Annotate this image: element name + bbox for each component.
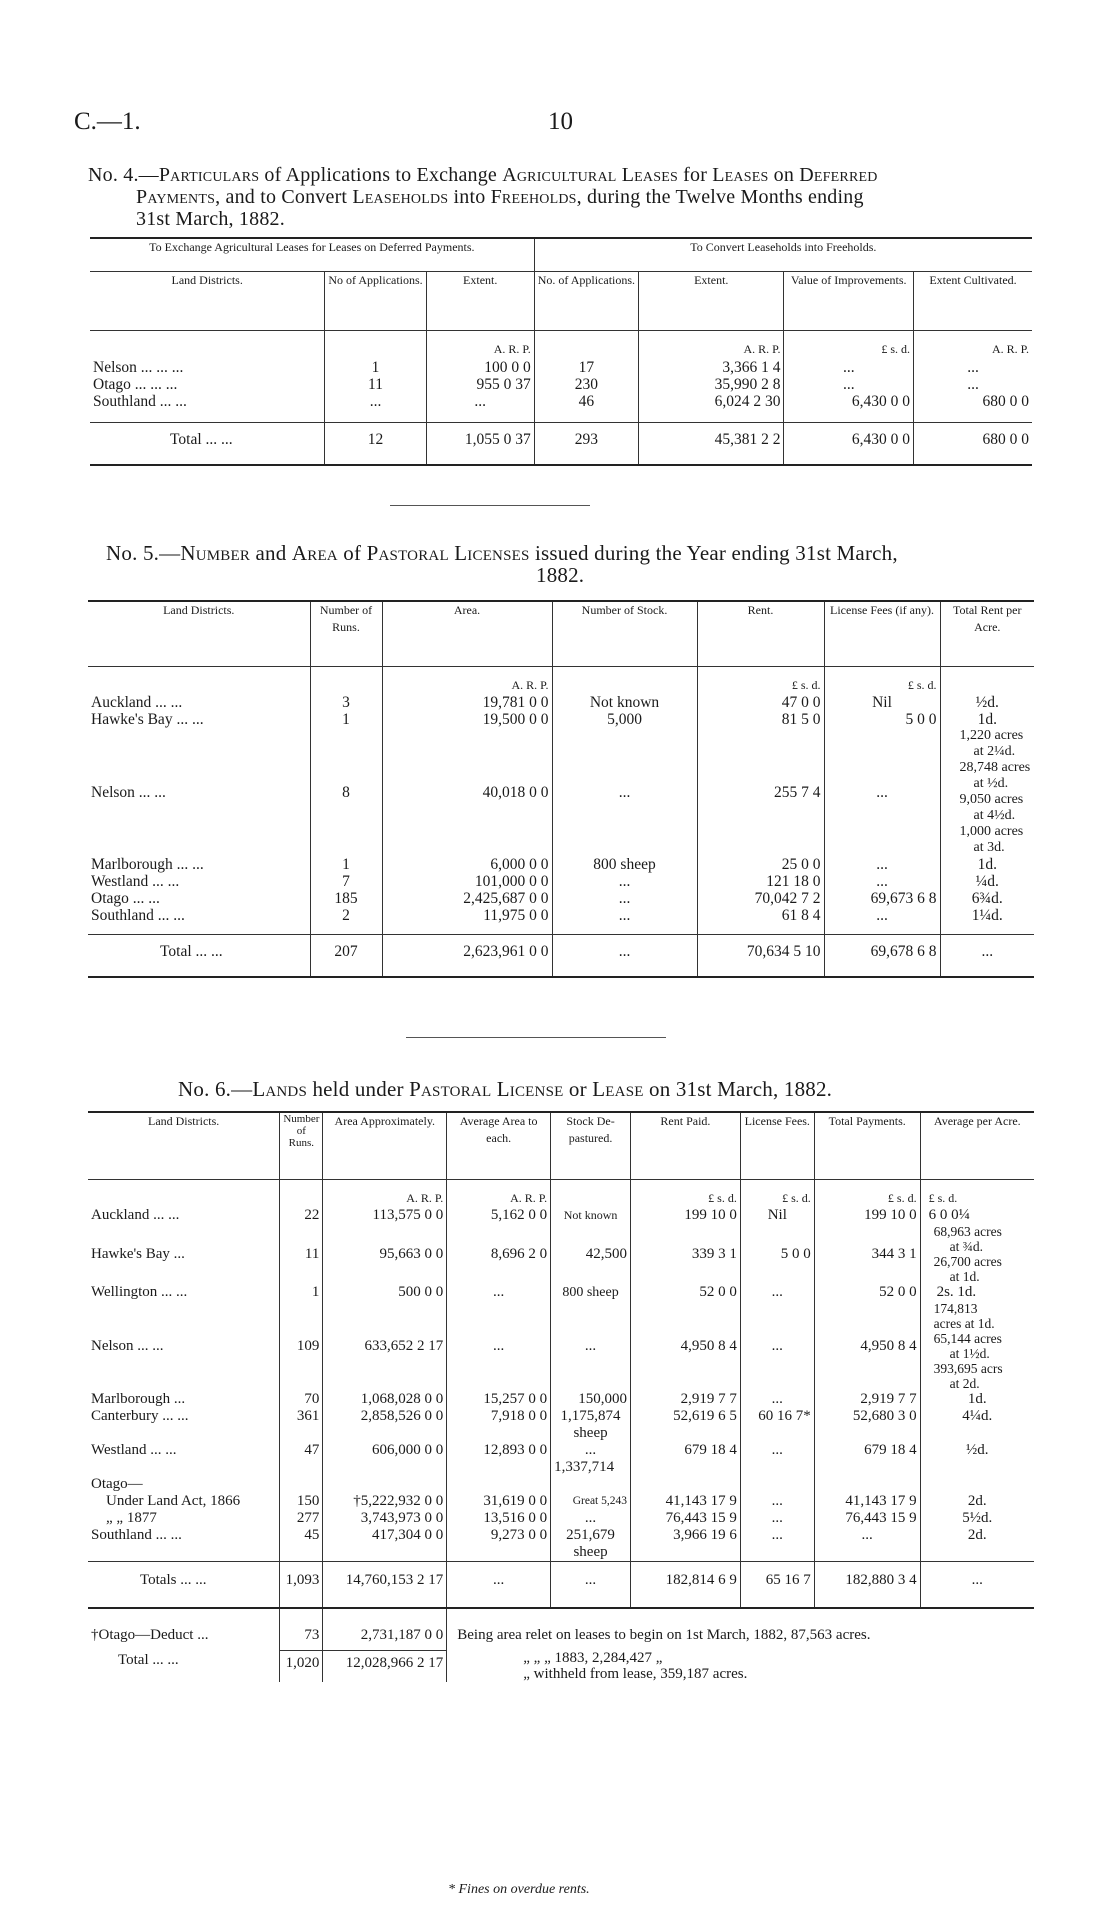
cell: ... — [552, 890, 697, 907]
unit-label: £ s. d. — [697, 667, 824, 695]
cell: 46 — [534, 393, 638, 423]
cell: 40,018 0 0 — [382, 728, 552, 856]
cell: ... — [824, 907, 940, 935]
table-row — [88, 1527, 1034, 1562]
cell: 293 — [534, 423, 638, 466]
cell: 19,781 0 0 — [382, 694, 552, 711]
cell-rate-breakdown: 1,220 acres at 2¼d. 28,748 acres at ½d. 9,050 acres at 4½d. 1,000 acres at 3d. — [940, 728, 1034, 856]
cell-rate-breakdown: 68,963 acres at ¾d. 26,700 acres at 1d. — [920, 1224, 1034, 1284]
cell-district: Southland ... ... — [91, 907, 185, 924]
cell: 25 0 0 — [697, 856, 824, 873]
cell: 2,919 7 7 — [814, 1391, 920, 1408]
col-header: No. of Applications. — [534, 272, 638, 331]
unit-label: A. R. P. — [914, 331, 1032, 360]
cell: 800 sheep — [551, 1284, 631, 1301]
unit-label: £ s. d. — [740, 1180, 814, 1208]
cell: 31,619 0 0 — [447, 1493, 551, 1510]
cell: ... — [426, 393, 534, 423]
table-5-title: No. 5.—Number and Area of Pastoral Licenses issued during the Year ending 31st March, 1882. — [106, 541, 898, 587]
cell-net-total-label: Total ... ... — [118, 1652, 179, 1668]
cell: 6,430 0 0 — [784, 393, 914, 423]
cell: 7,918 0 0 — [447, 1408, 551, 1442]
group-header-exchange: To Exchange Agricultural Leases for Leases on Deferred Payments. — [90, 238, 534, 272]
table-row — [88, 856, 1034, 873]
cell: 4¼d. — [920, 1408, 1034, 1442]
cell-district: Auckland ... ... — [91, 1207, 180, 1223]
unit-label: A. R. P. — [639, 331, 784, 360]
cell-district: Auckland ... ... — [91, 694, 183, 711]
cell: 81 5 0 — [697, 711, 824, 728]
cell: ... — [551, 1301, 631, 1391]
cell: 150,000 — [551, 1391, 631, 1408]
col-header: Extent. — [426, 272, 534, 331]
cell: 2,425,687 0 0 — [382, 890, 552, 907]
cell: 1d. — [940, 856, 1034, 873]
cell: ... — [740, 1493, 814, 1510]
cell-district: Westland ... ... — [91, 1442, 177, 1458]
cell: 5,162 0 0 — [447, 1207, 551, 1224]
cell-total-label: Total ... ... — [90, 423, 325, 466]
unit-label: A. R. P. — [382, 667, 552, 695]
cell: 12 — [325, 423, 426, 466]
col-header: Number of Runs. — [280, 1112, 323, 1180]
cell: ... — [914, 376, 1032, 393]
cell: 101,000 0 0 — [382, 873, 552, 890]
cell: 2,623,961 0 0 — [382, 935, 552, 978]
cell: 1,055 0 37 — [426, 423, 534, 466]
cell: ... — [784, 359, 914, 376]
cell: ... — [551, 1562, 631, 1609]
cell: ... — [740, 1527, 814, 1562]
cell: 15,257 0 0 — [447, 1391, 551, 1408]
table-row — [88, 1442, 1034, 1476]
cell: 199 10 0 — [631, 1207, 741, 1224]
cell: 52 0 0 — [631, 1284, 741, 1301]
cell: 52 0 0 — [814, 1284, 920, 1301]
cell-district: Otago— — [91, 1476, 143, 1492]
cell: ... — [740, 1510, 814, 1527]
col-header: Area Approximately. — [323, 1112, 447, 1180]
cell: 35,990 2 8 — [639, 376, 784, 393]
cell: 5,000 — [552, 711, 697, 728]
cell: 11,975 0 0 — [382, 907, 552, 935]
cell: 150 — [280, 1493, 323, 1510]
cell: 277 — [280, 1510, 323, 1527]
cell-district: Nelson ... ... — [91, 783, 166, 801]
cell: 230 — [534, 376, 638, 393]
table-row — [88, 1476, 1034, 1493]
cell: 52,619 6 5 — [631, 1408, 741, 1442]
cell: ... — [552, 728, 697, 856]
cell-district: Otago ... ... — [91, 890, 160, 907]
cell: 1 — [310, 711, 382, 728]
cell: 1 — [310, 856, 382, 873]
cell-district: Westland ... ... — [91, 873, 180, 890]
col-header: Number of Stock. — [552, 601, 697, 667]
section-divider — [390, 505, 590, 506]
unit-label: £ s. d. — [631, 1180, 741, 1208]
cell-district: Hawke's Bay ... — [91, 1245, 185, 1262]
col-header: Extent. — [639, 272, 784, 331]
col-header: Number of Runs. — [310, 601, 382, 667]
cell: 255 7 4 — [697, 728, 824, 856]
page-number: 10 — [548, 108, 573, 135]
cell: ... — [552, 873, 697, 890]
table-row — [90, 359, 1032, 376]
cell: 9,273 0 0 — [447, 1527, 551, 1562]
cell: 182,880 3 4 — [814, 1562, 920, 1609]
cell-total-label: Totals ... ... — [88, 1562, 280, 1609]
cell: 12,028,966 2 17 — [323, 1650, 447, 1682]
cell: 2,731,187 0 0 — [323, 1608, 447, 1650]
col-header: No of Applications. — [325, 272, 426, 331]
cell: ... — [940, 935, 1034, 978]
cell-district: Marlborough ... ... — [91, 856, 204, 873]
cell: 45,381 2 2 — [639, 423, 784, 466]
cell: 2,919 7 7 — [631, 1391, 741, 1408]
cell: 70 — [280, 1391, 323, 1408]
cell: ... — [824, 728, 940, 856]
cell: 121 18 0 — [697, 873, 824, 890]
cell: 1,020 — [280, 1650, 323, 1682]
cell: 47 0 0 — [697, 694, 824, 711]
cell: 41,143 17 9 — [814, 1493, 920, 1510]
cell: 5 0 0 — [740, 1224, 814, 1284]
cell: ... — [920, 1562, 1034, 1609]
cell: ... — [552, 935, 697, 978]
cell: ... — [447, 1284, 551, 1301]
cell-district: Under Land Act, 1866 — [106, 1493, 241, 1509]
col-header: Average Area to each. — [447, 1112, 551, 1180]
cell: 60 16 7* — [740, 1408, 814, 1442]
footnote: * Fines on overdue rents. — [448, 1882, 590, 1897]
cell: 361 — [280, 1408, 323, 1442]
table-row — [88, 1301, 1034, 1391]
cell: †5,222,932 0 0 — [323, 1493, 447, 1510]
cell: ... — [814, 1527, 920, 1562]
deduct-note: Being area relet on leases to begin on 1st March, 1882, 87,563 acres. — [447, 1608, 1034, 1650]
cell: 11 — [325, 376, 426, 393]
cell: Not known — [552, 694, 697, 711]
cell: 6 0 0¼ — [920, 1207, 1034, 1224]
cell: ¼d. — [940, 873, 1034, 890]
table-row — [88, 907, 1034, 935]
cell: 1¼d. — [940, 907, 1034, 935]
cell: 606,000 0 0 — [323, 1442, 447, 1476]
table-row — [88, 711, 1034, 728]
table-row — [90, 393, 1032, 423]
cell: 2,858,526 0 0 — [323, 1408, 447, 1442]
cell: ... 1,337,714 — [551, 1442, 631, 1476]
cell-district: Southland ... ... — [93, 393, 187, 410]
cell: 3,966 19 6 — [631, 1527, 741, 1562]
cell: Nil — [740, 1207, 814, 1224]
cell: 1,068,028 0 0 — [323, 1391, 447, 1408]
cell: 3,743,973 0 0 — [323, 1510, 447, 1527]
col-header: Total Payments. — [814, 1112, 920, 1180]
cell: 70,042 7 2 — [697, 890, 824, 907]
table-6-title: No. 6.—Lands held under Pastoral License or Lease on 31st March, 1882. — [178, 1077, 833, 1101]
cell: 41,143 17 9 — [631, 1493, 741, 1510]
table-row — [90, 376, 1032, 393]
cell: 417,304 0 0 — [323, 1527, 447, 1562]
cell: ... — [740, 1391, 814, 1408]
cell: 11 — [280, 1224, 323, 1284]
cell: 1,093 — [280, 1562, 323, 1609]
total-row — [90, 423, 1032, 466]
cell: ... — [551, 1510, 631, 1527]
cell: 47 — [280, 1442, 323, 1476]
total-row — [88, 1562, 1034, 1609]
table-4-title: No. 4.—Particulars of Applications to Exchange Agricultural Leases for Leases on Deferred Payments, and to Convert Leaseholds into Freeholds, during the Twelve Months ending 31st March, 1882. — [88, 164, 878, 230]
table-row — [88, 873, 1034, 890]
cell: 6,000 0 0 — [382, 856, 552, 873]
col-header: Average per Acre. — [920, 1112, 1034, 1180]
col-header: License Fees (if any). — [824, 601, 940, 667]
cell: 185 — [310, 890, 382, 907]
cell: 2d. — [920, 1493, 1034, 1510]
table-row — [88, 728, 1034, 856]
cell-district: Canterbury ... ... — [91, 1408, 189, 1424]
cell: 42,500 — [551, 1224, 631, 1284]
col-header: Extent Cultivated. — [914, 272, 1032, 331]
cell: 1,175,874 sheep — [551, 1408, 631, 1442]
cell: 633,652 2 17 — [323, 1301, 447, 1391]
cell: 199 10 0 — [814, 1207, 920, 1224]
cell-district: Nelson ... ... — [91, 1337, 164, 1354]
cell: 8,696 2 0 — [447, 1224, 551, 1284]
cell: ... — [740, 1301, 814, 1391]
table-row — [88, 1224, 1034, 1284]
report-code: C.—1. — [74, 108, 141, 135]
unit-label: £ s. d. — [824, 667, 940, 695]
cell: 2s. 1d. — [920, 1284, 1034, 1301]
cell: 65 16 7 — [740, 1562, 814, 1609]
cell: 76,443 15 9 — [814, 1510, 920, 1527]
cell-district: Southland ... ... — [91, 1527, 182, 1543]
cell: 2d. — [920, 1527, 1034, 1562]
unit-label: £ s. d. — [814, 1180, 920, 1208]
unit-label: A. R. P. — [426, 331, 534, 360]
net-total-row — [88, 1650, 1034, 1682]
table-row — [88, 1284, 1034, 1301]
cell-district: Nelson ... ... ... — [93, 359, 184, 376]
cell: 251,679 sheep — [551, 1527, 631, 1562]
cell: 69,678 6 8 — [824, 935, 940, 978]
cell: Great 5,243 — [551, 1493, 631, 1510]
cell: Nil — [824, 694, 940, 711]
cell: ... — [325, 393, 426, 423]
cell: 13,516 0 0 — [447, 1510, 551, 1527]
cell-deduct-label: †Otago—Deduct ... — [91, 1627, 209, 1643]
cell: 73 — [280, 1608, 323, 1650]
cell: 182,814 6 9 — [631, 1562, 741, 1609]
cell: 2 — [310, 907, 382, 935]
table-4 — [90, 237, 1032, 466]
cell: ... — [740, 1284, 814, 1301]
cell: 6¾d. — [940, 890, 1034, 907]
cell: 17 — [534, 359, 638, 376]
cell: 680 0 0 — [914, 423, 1032, 466]
table-5 — [88, 600, 1034, 978]
cell: 6,430 0 0 — [784, 423, 914, 466]
cell: 100 0 0 — [426, 359, 534, 376]
cell: ... — [824, 856, 940, 873]
col-header: Area. — [382, 601, 552, 667]
cell: 3 — [310, 694, 382, 711]
cell: ½d. — [920, 1442, 1034, 1476]
cell: ... — [447, 1562, 551, 1609]
table-row — [88, 1207, 1034, 1224]
cell-district: Marlborough ... — [91, 1391, 186, 1407]
col-header: Land Districts. — [88, 1112, 280, 1180]
cell: 6,024 2 30 — [639, 393, 784, 423]
cell-district: Hawke's Bay ... ... — [91, 711, 204, 728]
cell: 955 0 37 — [426, 376, 534, 393]
table-row — [88, 694, 1034, 711]
table-6 — [88, 1111, 1034, 1682]
cell: Not known — [551, 1207, 631, 1224]
cell: 4,950 8 4 — [631, 1301, 741, 1391]
section-divider — [406, 1037, 666, 1038]
col-header: License Fees. — [740, 1112, 814, 1180]
cell: 1 — [325, 359, 426, 376]
deduct-row — [88, 1608, 1034, 1650]
cell: 52,680 3 0 — [814, 1408, 920, 1442]
col-header: Land Districts. — [90, 272, 325, 331]
cell: 61 8 4 — [697, 907, 824, 935]
cell: 69,673 6 8 — [824, 890, 940, 907]
col-header: Stock De-pastured. — [551, 1112, 631, 1180]
col-header: Value of Improvements. — [784, 272, 914, 331]
cell: ½d. — [940, 694, 1034, 711]
cell: ... — [914, 359, 1032, 376]
cell: 12,893 0 0 — [447, 1442, 551, 1476]
cell: 344 3 1 — [814, 1224, 920, 1284]
cell: 4,950 8 4 — [814, 1301, 920, 1391]
cell: ... — [740, 1442, 814, 1476]
cell: ... — [784, 376, 914, 393]
total-row — [88, 935, 1034, 978]
cell-rate-breakdown: 174,813 acres at 1d. 65,144 acres at 1½d. 393,695 acrs at 2d. — [920, 1301, 1034, 1391]
cell: 7 — [310, 873, 382, 890]
cell-district: Wellington ... ... — [91, 1284, 188, 1300]
cell: 3,366 1 4 — [639, 359, 784, 376]
cell: 500 0 0 — [323, 1284, 447, 1301]
cell: 76,443 15 9 — [631, 1510, 741, 1527]
cell: 70,634 5 10 — [697, 935, 824, 978]
cell: 339 3 1 — [631, 1224, 741, 1284]
unit-label: A. R. P. — [323, 1180, 447, 1208]
cell: 45 — [280, 1527, 323, 1562]
cell: ... — [824, 873, 940, 890]
table-row — [88, 1391, 1034, 1408]
col-header: Rent Paid. — [631, 1112, 741, 1180]
cell: 207 — [310, 935, 382, 978]
cell: 19,500 0 0 — [382, 711, 552, 728]
col-header: Land Districts. — [88, 601, 310, 667]
cell: 22 — [280, 1207, 323, 1224]
table-row — [88, 1408, 1034, 1442]
cell: 8 — [310, 728, 382, 856]
col-header: Rent. — [697, 601, 824, 667]
deduct-note-continued: „ „ „ 1883, 2,284,427 „ „ withheld from lease, 359,187 acres. — [447, 1650, 1034, 1682]
cell: 679 18 4 — [814, 1442, 920, 1476]
cell: 113,575 0 0 — [323, 1207, 447, 1224]
table-row — [88, 890, 1034, 907]
cell-total-label: Total ... ... — [88, 935, 310, 978]
cell: 1 — [280, 1284, 323, 1301]
cell-district: „ „ 1877 — [106, 1510, 157, 1526]
cell: 1d. — [920, 1391, 1034, 1408]
group-header-convert: To Convert Leaseholds into Freeholds. — [534, 238, 1032, 272]
cell: 800 sheep — [552, 856, 697, 873]
cell: 680 0 0 — [914, 393, 1032, 423]
table-row — [88, 1510, 1034, 1527]
cell: 5½d. — [920, 1510, 1034, 1527]
table-row — [88, 1493, 1034, 1510]
cell: ... — [552, 907, 697, 935]
unit-label: A. R. P. — [447, 1180, 551, 1208]
cell: 679 18 4 — [631, 1442, 741, 1476]
cell: 5 0 0 — [824, 711, 940, 728]
col-header: Total Rent per Acre. — [940, 601, 1034, 667]
unit-label: £ s. d. — [920, 1180, 1034, 1208]
cell: 109 — [280, 1301, 323, 1391]
cell: ... — [447, 1301, 551, 1391]
cell: 95,663 0 0 — [323, 1224, 447, 1284]
cell: 14,760,153 2 17 — [323, 1562, 447, 1609]
cell-district: Otago ... ... ... — [93, 376, 178, 393]
unit-label: £ s. d. — [784, 331, 914, 360]
cell: 1d. — [940, 711, 1034, 728]
